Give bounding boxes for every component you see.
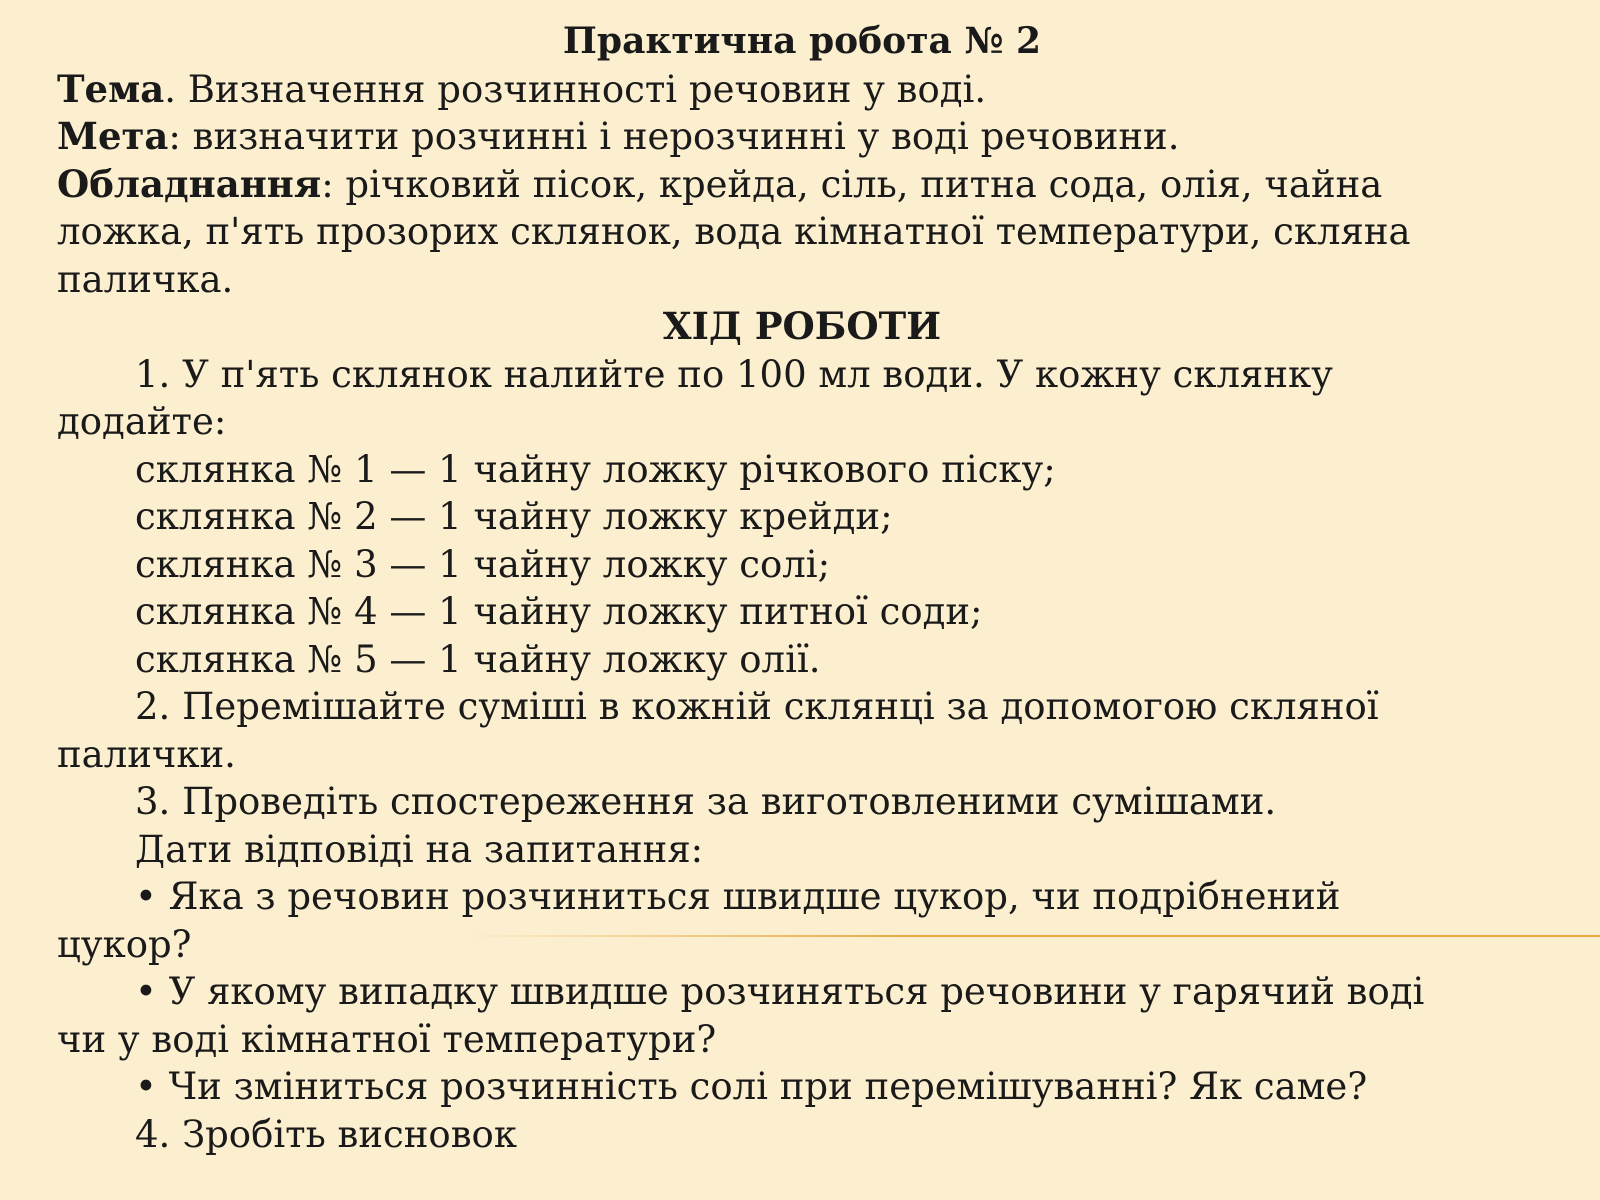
topic-line bbox=[57, 66, 1547, 114]
question-2-line-2: чи у воді кімнатної температури? bbox=[57, 1017, 717, 1061]
page-title: Практична робота № 2 bbox=[562, 20, 1042, 62]
question-1-line-2: цукор? bbox=[57, 922, 192, 966]
step-2-line-1: 2. Перемішайте суміші в кожній склянці за допомогою скляної bbox=[135, 685, 1379, 728]
glass-item-2: склянка № 2 — 1 чайну ложку крейди; bbox=[135, 495, 893, 538]
glass-item-1: склянка № 1 — 1 чайну ложку річкового піску; bbox=[135, 447, 1056, 491]
glass-item-3: склянка № 3 — 1 чайну ложку солі; bbox=[135, 542, 831, 586]
goal-line bbox=[57, 113, 1547, 161]
equipment-line-2: ложка, п'ять прозорих склянок, вода кімнатної температури, скляна bbox=[57, 210, 1411, 253]
equipment-text-1: : річковий пісок, крейда, сіль, питна сода, олія, чайна bbox=[321, 162, 1383, 206]
glass-item-4: склянка № 4 — 1 чайну ложку питної соди; bbox=[135, 590, 983, 633]
step-3: 3. Проведіть спостереження за виготовленими сумішами. bbox=[135, 780, 1277, 823]
step-1-line-1: 1. У п'ять склянок налийте по 100 мл води. У кожну склянку bbox=[135, 352, 1333, 396]
document-body bbox=[57, 18, 1547, 1158]
goal-text: : визначити розчинні і нерозчинні у воді речовини. bbox=[168, 115, 1180, 158]
step-4: 4. Зробіть висновок bbox=[135, 1112, 517, 1156]
topic-text: . Визначення розчинності речовин у воді. bbox=[164, 67, 987, 111]
goal-label: Мета bbox=[57, 114, 169, 158]
question-3-line-1: • Чи зміниться розчинність солі при перемішуванні? Як саме? bbox=[135, 1065, 1368, 1108]
topic-label: Тема bbox=[57, 66, 165, 111]
procedure-heading: ХІД РОБОТИ bbox=[662, 304, 942, 348]
question-1-line-1: • Яка з речовин розчиниться швидше цукор, чи подрібнений bbox=[135, 875, 1341, 918]
equipment-label: Обладнання bbox=[57, 161, 322, 206]
equipment-line-1 bbox=[57, 161, 1547, 209]
step-1-line-2: додайте: bbox=[57, 400, 227, 443]
glass-item-5: склянка № 5 — 1 чайну ложку олії. bbox=[135, 637, 821, 681]
step-2-line-2: палички. bbox=[57, 732, 236, 776]
questions-intro: Дати відповіді на запитання: bbox=[135, 827, 704, 871]
equipment-line-3: паличка. bbox=[57, 257, 234, 301]
question-2-line-1: • У якому випадку швидше розчиняться речовини у гарячий воді bbox=[135, 970, 1425, 1013]
